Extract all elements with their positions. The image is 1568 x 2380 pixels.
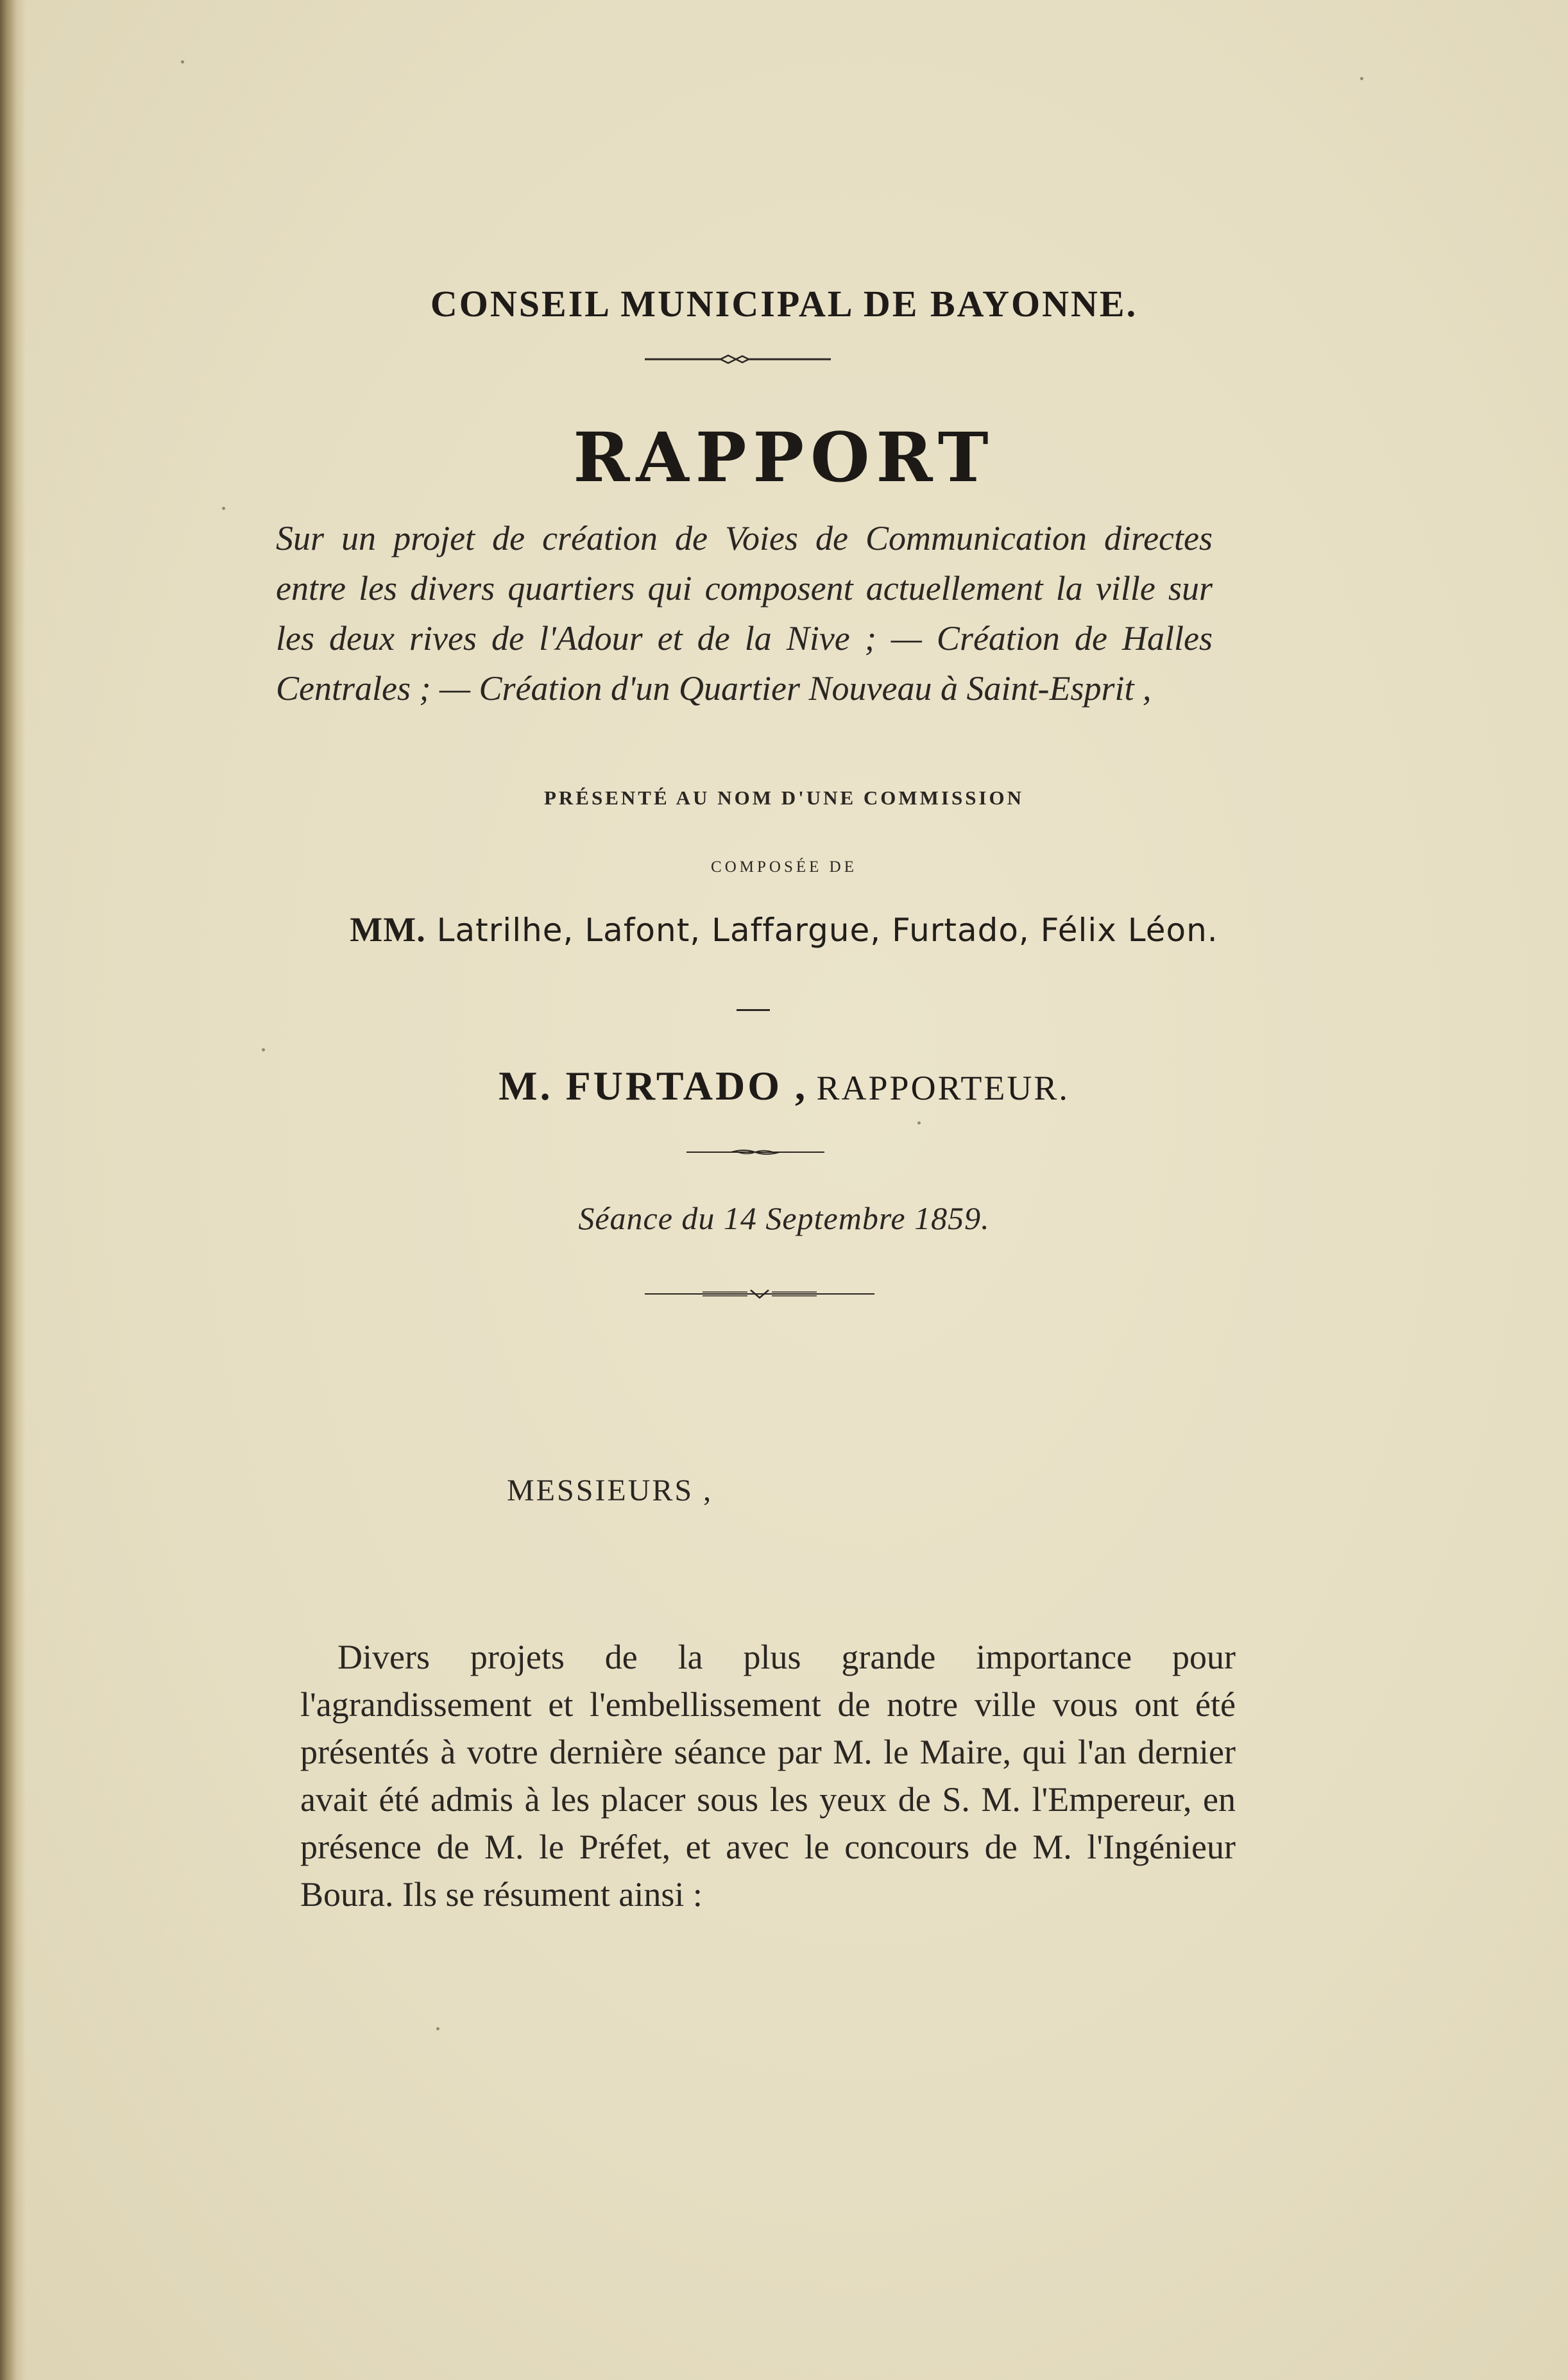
- paper-speck: [262, 1048, 265, 1051]
- ornament-divider-2: [686, 1147, 824, 1157]
- members-list: Latrilhe, Lafont, Laffargue, Furtado, Félix Léon.: [436, 912, 1218, 949]
- body-paragraph: Divers projets de la plus grande importance pour l'agrandissement et l'embellissement de notre ville vous ont été présentés à votre dernière séance par M. le Maire, qui l'an dernier avait été admis à les placer sous les yeux de S. M. l'Empereur, en présence de M. le Préfet, et avec le concours de M. l'Ingénieur Boura. Ils se résument ainsi :: [300, 1638, 1236, 1914]
- binding-edge: [0, 0, 26, 2380]
- rapporteur-line: [0, 1062, 1568, 1110]
- presented-line: PRÉSENTÉ AU NOM D'UNE COMMISSION: [543, 786, 1025, 809]
- paper-speck: [436, 2027, 439, 2030]
- commission-members: [0, 910, 1568, 949]
- ornament-divider-1: [645, 353, 831, 366]
- paper-speck: [222, 507, 225, 510]
- report-subject: Sur un projet de création de Voies de Communication directes entre les divers quartiers qui composent actuellement la ville sur les deux rives de l'Adour et de la Nive ; — Création de Halles Centrales ; — Création d'un Quartier Nouveau à Saint-Esprit ,: [276, 519, 1213, 708]
- composed-line: COMPOSÉE DE: [711, 858, 857, 876]
- paper-speck: [917, 1121, 921, 1125]
- rapporteur-name: M. FURTADO ,: [499, 1063, 808, 1109]
- session-date: Séance du 14 Septembre 1859.: [578, 1200, 990, 1236]
- rapporteur-role: RAPPORTEUR.: [816, 1069, 1069, 1107]
- paper-speck: [181, 60, 184, 64]
- salutation: MESSIEURS ,: [507, 1474, 713, 1508]
- ornament-divider-3: [645, 1286, 874, 1302]
- members-prefix: MM.: [350, 910, 426, 949]
- report-title: RAPPORT: [573, 417, 995, 497]
- council-heading: CONSEIL MUNICIPAL DE BAYONNE.: [430, 283, 1138, 325]
- short-rule: [737, 1009, 770, 1011]
- paper-speck: [1360, 77, 1363, 80]
